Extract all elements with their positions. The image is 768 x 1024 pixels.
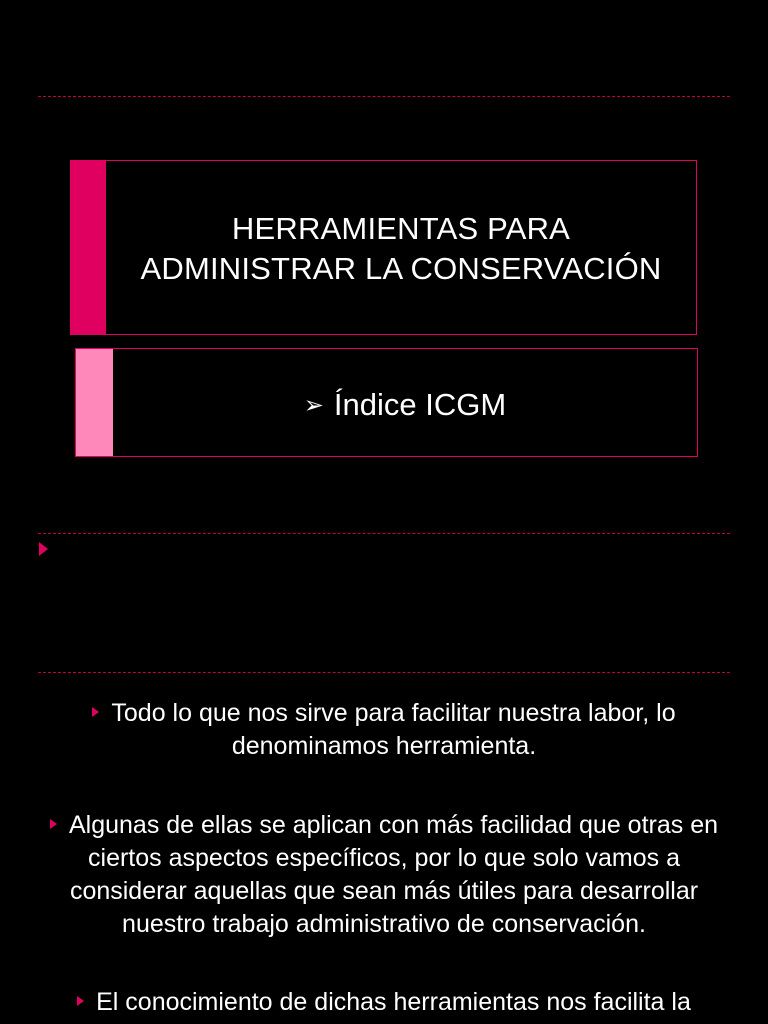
paragraph-2-line-4: nuestro trabajo administrativo de conservación.	[122, 910, 646, 938]
lower-divider	[38, 672, 730, 673]
pink-triangle-bullet-icon	[50, 819, 57, 829]
title-box	[70, 160, 697, 335]
pink-triangle-bullet-icon	[92, 707, 99, 717]
subtitle-box	[75, 348, 698, 457]
paragraph-2-text-1: Algunas de ellas se aplican con más facilidad que otras en	[68, 811, 718, 839]
slide-title-line-1: HERRAMIENTAS PARA	[231, 211, 571, 246]
top-divider	[38, 96, 730, 97]
paragraph-2-line-1	[40, 809, 728, 842]
subtitle-label: Índice ICGM	[333, 387, 507, 422]
slide-title-line-2: ADMINISTRAR LA CONSERVACIÓN	[140, 251, 662, 286]
paragraph-1-line-2: denominamos herramienta.	[231, 732, 537, 760]
slide-subtitle	[113, 387, 697, 424]
paragraph-1	[40, 697, 728, 763]
paragraph-3-line-1	[40, 986, 728, 1019]
paragraph-3	[40, 986, 728, 1019]
paragraph-2-line-2: ciertos aspectos específicos, por lo que solo vamos a	[88, 844, 680, 872]
paragraph-1-line-1	[40, 697, 728, 730]
title-accent-bar	[71, 161, 106, 334]
arrow-bullet-icon: ➢	[303, 392, 324, 419]
paragraph-2	[40, 809, 728, 941]
paragraph-1-text-1: Todo lo que nos sirve para facilitar nuestra labor, lo	[111, 699, 676, 727]
paragraph-2-line-3: considerar aquellas que sean más útiles para desarrollar	[69, 877, 699, 905]
slide-title	[106, 209, 696, 289]
subtitle-accent-bar	[76, 349, 113, 456]
empty-bullet-icon	[39, 542, 48, 556]
paragraph-3-text-1: El conocimiento de dichas herramientas nos facilita la	[96, 988, 691, 1016]
pink-triangle-bullet-icon	[77, 996, 84, 1006]
middle-divider	[38, 533, 730, 534]
